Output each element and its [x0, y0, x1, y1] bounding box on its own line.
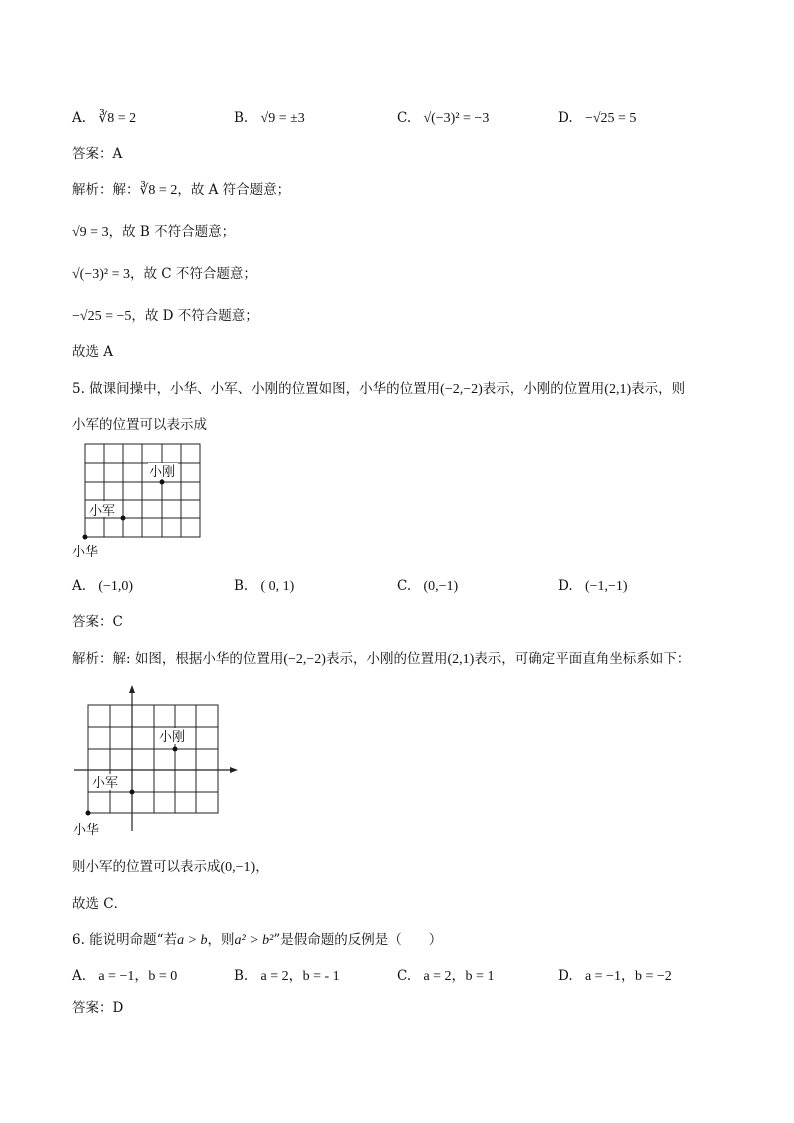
- q6-option-c: C. a = 2，b = 1: [397, 968, 495, 984]
- coordinate-axes: [74, 689, 232, 831]
- q4-option-a: A. ∛8 = 2: [72, 110, 137, 126]
- q6-option-d: D. a = −1，b = −2: [558, 968, 672, 984]
- q4-analysis-line-1: 解析：解：∛8 = 2，故 A 符合题意；: [72, 182, 291, 198]
- q4-option-b: B. √9 = ±3: [234, 110, 305, 126]
- q5-option-a: A. (−1,0): [72, 578, 134, 594]
- point-hua: [86, 811, 91, 816]
- q4-analysis-line-4: −√25 = −5，故 D 不符合题意；: [72, 308, 259, 324]
- q5-grid-figure: [70, 440, 220, 560]
- q5-answer: 答案：C: [72, 614, 123, 630]
- q4-option-d-expr: −√25 = 5: [584, 111, 637, 126]
- q4-option-c-expr: √(−3)² = −3: [423, 111, 490, 126]
- q4-option-c: C. √(−3)² = −3: [397, 110, 490, 126]
- point-hua: [83, 535, 88, 540]
- q4-answer: 答案：A: [72, 146, 123, 162]
- y-axis-arrow: [129, 685, 135, 693]
- q5-coordinate-figure: [70, 683, 245, 843]
- x-axis-arrow: [230, 767, 238, 773]
- q5-stem-line-1: 5. 做课间操中，小华、小军、小刚的位置如图，小华的位置用(−2,−2)表示，小刚的位置用(2,1)表示，则: [72, 381, 686, 397]
- label-hua: 小华: [72, 545, 99, 560]
- point-gang: [173, 747, 178, 752]
- q5-option-b: B. ( 0, 1): [234, 578, 295, 594]
- q4-analysis-line-3: √(−3)² = 3，故 C 不符合题意；: [72, 266, 257, 282]
- q6-stem: 6. 能说明命题“若a > b，则a² > b²”是假命题的反例是（ ）: [72, 932, 443, 948]
- label-jun: 小军: [92, 776, 119, 791]
- point-jun: [130, 790, 135, 795]
- q4-option-b-expr: √9 = ±3: [260, 111, 305, 126]
- q5-stem-line-2: 小军的位置可以表示成: [72, 417, 207, 433]
- point-jun: [121, 516, 126, 521]
- q5-option-d: D. (−1,−1): [558, 578, 628, 594]
- label-jun: 小军: [89, 504, 116, 519]
- label-hua: 小华: [73, 823, 100, 838]
- q5-analysis: 解析：解: 如图，根据小华的位置用(−2,−2)表示，小刚的位置用(2,1)表示，可确定平面直角坐标系如下：: [72, 651, 691, 667]
- q6-option-a: A. a = −1，b = 0: [72, 968, 178, 984]
- q5-conclusion: 故选 C．: [72, 896, 128, 912]
- q6-option-b: B. a = 2，b = - 1: [234, 968, 340, 984]
- label-gang: 小刚: [159, 730, 186, 745]
- q4-analysis-line-2: √9 = 3，故 B 不符合题意；: [72, 224, 236, 240]
- point-gang: [160, 480, 165, 485]
- q4-option-d: D. −√25 = 5: [558, 110, 637, 126]
- q4-conclusion: 故选 A: [72, 344, 114, 360]
- q5-option-c: C. (0,−1): [397, 578, 459, 594]
- label-gang: 小刚: [149, 465, 176, 480]
- q5-result: 则小军的位置可以表示成(0,−1)，: [72, 859, 269, 875]
- q6-answer: 答案：D: [72, 1000, 124, 1016]
- q4-option-a-expr: ∛8 = 2: [98, 111, 137, 126]
